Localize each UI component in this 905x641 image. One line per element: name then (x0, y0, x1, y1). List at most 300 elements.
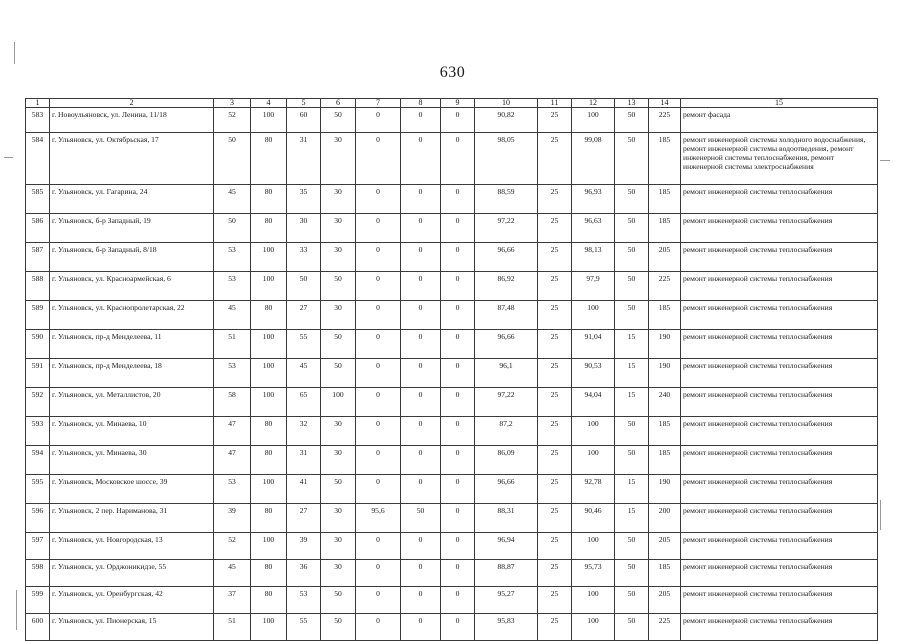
col-3-cell: 50 (214, 133, 251, 185)
table-row (26, 475, 878, 504)
col-5-cell: 27 (287, 301, 321, 330)
col-12-cell: 100 (572, 533, 615, 560)
col-3-cell: 58 (214, 388, 251, 417)
col-3-cell: 47 (214, 446, 251, 475)
col-9-cell: 0 (441, 587, 475, 614)
col-8-cell: 0 (401, 133, 441, 185)
col-5-cell: 32 (287, 417, 321, 446)
col-9-cell: 0 (441, 185, 475, 214)
col-7-cell: 0 (356, 560, 401, 587)
col-8-cell: 0 (401, 614, 441, 641)
col-8-cell: 0 (401, 214, 441, 243)
col-12-cell: 100 (572, 587, 615, 614)
col-14-cell: 225 (649, 614, 681, 641)
col-13-cell: 50 (615, 533, 649, 560)
column-header-14: 14 (649, 99, 681, 108)
work-type-cell: ремонт инженерной системы теплоснабжения (681, 560, 878, 587)
col-6-cell: 30 (321, 560, 356, 587)
col-9-cell: 0 (441, 446, 475, 475)
col-14-cell: 190 (649, 359, 681, 388)
row-number-cell: 596 (26, 504, 50, 533)
col-8-cell: 0 (401, 301, 441, 330)
col-5-cell: 53 (287, 587, 321, 614)
address-cell: г. Ульяновск, ул. Красноармейская, 6 (50, 272, 214, 301)
table-row (26, 185, 878, 214)
col-14-cell: 185 (649, 133, 681, 185)
row-number-cell: 594 (26, 446, 50, 475)
col-11-cell: 25 (538, 272, 572, 301)
col-7-cell: 0 (356, 330, 401, 359)
col-7-cell: 0 (356, 475, 401, 504)
table-row (26, 533, 878, 560)
col-8-cell: 0 (401, 108, 441, 133)
col-6-cell: 30 (321, 214, 356, 243)
col-10-cell: 86,09 (475, 446, 538, 475)
column-header-8: 8 (401, 99, 441, 108)
col-6-cell: 30 (321, 533, 356, 560)
col-14-cell: 190 (649, 475, 681, 504)
col-4-cell: 80 (251, 446, 287, 475)
col-6-cell: 30 (321, 446, 356, 475)
col-5-cell: 55 (287, 330, 321, 359)
col-4-cell: 80 (251, 185, 287, 214)
col-13-cell: 15 (615, 475, 649, 504)
table-row (26, 560, 878, 587)
col-6-cell: 30 (321, 243, 356, 272)
col-14-cell: 185 (649, 185, 681, 214)
col-12-cell: 96,93 (572, 185, 615, 214)
col-8-cell: 0 (401, 417, 441, 446)
col-9-cell: 0 (441, 214, 475, 243)
col-9-cell: 0 (441, 133, 475, 185)
address-cell: г. Ульяновск, Московское шоссе, 39 (50, 475, 214, 504)
col-9-cell: 0 (441, 614, 475, 641)
address-cell: г. Ульяновск, ул. Октябрьская, 17 (50, 133, 214, 185)
work-type-cell: ремонт инженерной системы теплоснабжения (681, 446, 878, 475)
col-4-cell: 100 (251, 330, 287, 359)
col-11-cell: 25 (538, 614, 572, 641)
work-type-cell: ремонт инженерной системы теплоснабжения (681, 330, 878, 359)
table-row (26, 133, 878, 185)
address-cell: г. Ульяновск, б-р Западный, 8/18 (50, 243, 214, 272)
col-8-cell: 50 (401, 504, 441, 533)
column-header-11: 11 (538, 99, 572, 108)
col-14-cell: 205 (649, 587, 681, 614)
col-11-cell: 25 (538, 417, 572, 446)
col-13-cell: 15 (615, 388, 649, 417)
col-9-cell: 0 (441, 272, 475, 301)
col-3-cell: 37 (214, 587, 251, 614)
scan-margin-mark (14, 42, 15, 64)
col-4-cell: 100 (251, 108, 287, 133)
col-8-cell: 0 (401, 272, 441, 301)
col-12-cell: 94,04 (572, 388, 615, 417)
register-table (25, 98, 878, 641)
col-7-cell: 0 (356, 417, 401, 446)
table-row (26, 243, 878, 272)
col-4-cell: 100 (251, 475, 287, 504)
col-8-cell: 0 (401, 533, 441, 560)
col-11-cell: 25 (538, 359, 572, 388)
col-3-cell: 45 (214, 301, 251, 330)
column-header-10: 10 (475, 99, 538, 108)
col-14-cell: 185 (649, 301, 681, 330)
work-type-cell: ремонт инженерной системы теплоснабжения (681, 214, 878, 243)
row-number-cell: 595 (26, 475, 50, 504)
col-8-cell: 0 (401, 243, 441, 272)
col-7-cell: 95,6 (356, 504, 401, 533)
col-13-cell: 50 (615, 185, 649, 214)
col-10-cell: 88,59 (475, 185, 538, 214)
col-7-cell: 0 (356, 272, 401, 301)
work-type-cell: ремонт инженерной системы теплоснабжения (681, 533, 878, 560)
col-5-cell: 36 (287, 560, 321, 587)
address-cell: г. Ульяновск, ул. Оренбургская, 42 (50, 587, 214, 614)
column-number-row (26, 99, 878, 108)
address-cell: г. Ульяновск, ул. Краснопролетарская, 22 (50, 301, 214, 330)
col-8-cell: 0 (401, 587, 441, 614)
address-cell: г. Ульяновск, пр-д Менделеева, 18 (50, 359, 214, 388)
col-12-cell: 91,04 (572, 330, 615, 359)
col-5-cell: 50 (287, 272, 321, 301)
col-7-cell: 0 (356, 614, 401, 641)
table-row (26, 214, 878, 243)
column-header-13: 13 (615, 99, 649, 108)
col-7-cell: 0 (356, 133, 401, 185)
work-type-cell: ремонт инженерной системы теплоснабжения (681, 272, 878, 301)
col-5-cell: 65 (287, 388, 321, 417)
column-header-9: 9 (441, 99, 475, 108)
col-4-cell: 100 (251, 359, 287, 388)
col-3-cell: 51 (214, 614, 251, 641)
scan-margin-mark (16, 590, 17, 630)
column-header-4: 4 (251, 99, 287, 108)
col-6-cell: 30 (321, 133, 356, 185)
col-13-cell: 50 (615, 133, 649, 185)
table-row (26, 446, 878, 475)
col-10-cell: 86,92 (475, 272, 538, 301)
col-13-cell: 15 (615, 504, 649, 533)
col-9-cell: 0 (441, 504, 475, 533)
row-number-cell: 585 (26, 185, 50, 214)
col-10-cell: 87,2 (475, 417, 538, 446)
col-12-cell: 98,13 (572, 243, 615, 272)
column-header-7: 7 (356, 99, 401, 108)
col-10-cell: 95,83 (475, 614, 538, 641)
col-10-cell: 96,1 (475, 359, 538, 388)
table-row (26, 388, 878, 417)
work-type-cell: ремонт инженерной системы теплоснабжения (681, 243, 878, 272)
col-5-cell: 31 (287, 133, 321, 185)
col-13-cell: 15 (615, 359, 649, 388)
col-5-cell: 39 (287, 533, 321, 560)
table-row (26, 587, 878, 614)
col-5-cell: 45 (287, 359, 321, 388)
row-number-cell: 598 (26, 560, 50, 587)
page-number: 630 (439, 64, 466, 81)
col-10-cell: 88,31 (475, 504, 538, 533)
col-13-cell: 50 (615, 446, 649, 475)
col-9-cell: 0 (441, 533, 475, 560)
col-9-cell: 0 (441, 388, 475, 417)
col-12-cell: 92,78 (572, 475, 615, 504)
address-cell: г. Ульяновск, ул. Минаева, 30 (50, 446, 214, 475)
work-type-cell: ремонт инженерной системы теплоснабжения (681, 301, 878, 330)
col-14-cell: 225 (649, 272, 681, 301)
col-3-cell: 53 (214, 475, 251, 504)
col-12-cell: 96,63 (572, 214, 615, 243)
work-type-cell: ремонт инженерной системы холодного водоснабжения, ремонт инженерной системы водоотведения, ремонт инженерной системы теплоснабжения, ремонт инженерной системы электроснабжения (681, 133, 878, 185)
col-7-cell: 0 (356, 185, 401, 214)
col-13-cell: 50 (615, 417, 649, 446)
col-4-cell: 80 (251, 417, 287, 446)
col-10-cell: 97,22 (475, 388, 538, 417)
col-5-cell: 35 (287, 185, 321, 214)
address-cell: г. Ульяновск, ул. Гагарина, 24 (50, 185, 214, 214)
col-4-cell: 100 (251, 388, 287, 417)
col-9-cell: 0 (441, 359, 475, 388)
col-3-cell: 47 (214, 417, 251, 446)
col-12-cell: 100 (572, 301, 615, 330)
col-14-cell: 225 (649, 108, 681, 133)
col-7-cell: 0 (356, 301, 401, 330)
col-9-cell: 0 (441, 417, 475, 446)
col-3-cell: 45 (214, 185, 251, 214)
col-14-cell: 185 (649, 417, 681, 446)
col-13-cell: 50 (615, 614, 649, 641)
col-7-cell: 0 (356, 388, 401, 417)
col-12-cell: 100 (572, 108, 615, 133)
row-number-cell: 600 (26, 614, 50, 641)
col-13-cell: 50 (615, 108, 649, 133)
work-type-cell: ремонт инженерной системы теплоснабжения (681, 587, 878, 614)
col-6-cell: 30 (321, 185, 356, 214)
column-header-6: 6 (321, 99, 356, 108)
col-10-cell: 96,66 (475, 330, 538, 359)
work-type-cell: ремонт инженерной системы теплоснабжения (681, 417, 878, 446)
work-type-cell: ремонт инженерной системы теплоснабжения (681, 359, 878, 388)
col-7-cell: 0 (356, 108, 401, 133)
table-row (26, 417, 878, 446)
col-12-cell: 90,53 (572, 359, 615, 388)
column-header-3: 3 (214, 99, 251, 108)
work-type-cell: ремонт инженерной системы теплоснабжения (681, 475, 878, 504)
col-3-cell: 39 (214, 504, 251, 533)
address-cell: г. Ульяновск, ул. Орджоникидзе, 55 (50, 560, 214, 587)
row-number-cell: 591 (26, 359, 50, 388)
col-8-cell: 0 (401, 446, 441, 475)
col-4-cell: 100 (251, 533, 287, 560)
table-row (26, 272, 878, 301)
col-10-cell: 97,22 (475, 214, 538, 243)
col-4-cell: 100 (251, 272, 287, 301)
col-8-cell: 0 (401, 560, 441, 587)
col-3-cell: 53 (214, 243, 251, 272)
col-5-cell: 55 (287, 614, 321, 641)
col-6-cell: 100 (321, 388, 356, 417)
col-12-cell: 95,73 (572, 560, 615, 587)
col-10-cell: 90,82 (475, 108, 538, 133)
col-8-cell: 0 (401, 475, 441, 504)
column-header-2: 2 (50, 99, 214, 108)
row-number-cell: 593 (26, 417, 50, 446)
row-number-cell: 583 (26, 108, 50, 133)
col-14-cell: 205 (649, 243, 681, 272)
col-9-cell: 0 (441, 243, 475, 272)
col-10-cell: 98,05 (475, 133, 538, 185)
row-number-cell: 597 (26, 533, 50, 560)
col-14-cell: 205 (649, 533, 681, 560)
work-type-cell: ремонт инженерной системы теплоснабжения (681, 388, 878, 417)
col-7-cell: 0 (356, 214, 401, 243)
col-6-cell: 50 (321, 108, 356, 133)
col-13-cell: 50 (615, 560, 649, 587)
col-8-cell: 0 (401, 185, 441, 214)
col-7-cell: 0 (356, 587, 401, 614)
work-type-cell: ремонт инженерной системы теплоснабжения (681, 185, 878, 214)
scan-margin-mark (880, 160, 890, 161)
col-13-cell: 50 (615, 587, 649, 614)
address-cell: г. Ульяновск, пр-д Менделеева, 11 (50, 330, 214, 359)
col-4-cell: 80 (251, 214, 287, 243)
col-6-cell: 30 (321, 417, 356, 446)
col-9-cell: 0 (441, 560, 475, 587)
col-11-cell: 25 (538, 475, 572, 504)
col-12-cell: 90,46 (572, 504, 615, 533)
col-6-cell: 50 (321, 475, 356, 504)
col-11-cell: 25 (538, 214, 572, 243)
col-12-cell: 99,08 (572, 133, 615, 185)
address-cell: г. Ульяновск, ул. Пионерская, 15 (50, 614, 214, 641)
row-number-cell: 589 (26, 301, 50, 330)
col-6-cell: 50 (321, 614, 356, 641)
col-14-cell: 240 (649, 388, 681, 417)
col-8-cell: 0 (401, 359, 441, 388)
col-4-cell: 80 (251, 301, 287, 330)
row-number-cell: 587 (26, 243, 50, 272)
col-3-cell: 50 (214, 214, 251, 243)
work-type-cell: ремонт фасада (681, 108, 878, 133)
col-5-cell: 33 (287, 243, 321, 272)
col-5-cell: 30 (287, 214, 321, 243)
col-12-cell: 100 (572, 417, 615, 446)
col-11-cell: 25 (538, 330, 572, 359)
col-5-cell: 31 (287, 446, 321, 475)
table-row (26, 301, 878, 330)
col-11-cell: 25 (538, 504, 572, 533)
col-11-cell: 25 (538, 133, 572, 185)
col-7-cell: 0 (356, 359, 401, 388)
address-cell: г. Ульяновск, ул. Металлистов, 20 (50, 388, 214, 417)
work-type-cell: ремонт инженерной системы теплоснабжения (681, 504, 878, 533)
col-6-cell: 50 (321, 272, 356, 301)
col-10-cell: 96,66 (475, 475, 538, 504)
table-row (26, 614, 878, 641)
col-14-cell: 185 (649, 446, 681, 475)
col-13-cell: 50 (615, 301, 649, 330)
col-5-cell: 27 (287, 504, 321, 533)
col-12-cell: 100 (572, 614, 615, 641)
row-number-cell: 588 (26, 272, 50, 301)
col-10-cell: 96,66 (475, 243, 538, 272)
col-4-cell: 80 (251, 587, 287, 614)
col-9-cell: 0 (441, 330, 475, 359)
table-row (26, 504, 878, 533)
col-12-cell: 97,9 (572, 272, 615, 301)
col-9-cell: 0 (441, 475, 475, 504)
col-7-cell: 0 (356, 243, 401, 272)
column-header-5: 5 (287, 99, 321, 108)
address-cell: г. Ульяновск, б-р Западный, 19 (50, 214, 214, 243)
col-6-cell: 50 (321, 587, 356, 614)
col-10-cell: 88,87 (475, 560, 538, 587)
col-4-cell: 100 (251, 614, 287, 641)
table-body (26, 108, 878, 641)
address-cell: г. Ульяновск, ул. Минаева, 10 (50, 417, 214, 446)
row-number-cell: 584 (26, 133, 50, 185)
col-13-cell: 50 (615, 214, 649, 243)
table-row (26, 330, 878, 359)
col-11-cell: 25 (538, 185, 572, 214)
address-cell: г. Ульяновск, ул. Новгородская, 13 (50, 533, 214, 560)
col-14-cell: 185 (649, 214, 681, 243)
row-number-cell: 599 (26, 587, 50, 614)
col-5-cell: 60 (287, 108, 321, 133)
col-8-cell: 0 (401, 388, 441, 417)
col-3-cell: 45 (214, 560, 251, 587)
col-4-cell: 80 (251, 560, 287, 587)
col-3-cell: 52 (214, 108, 251, 133)
address-cell: г. Ульяновск, 2 пер. Нариманова, 31 (50, 504, 214, 533)
row-number-cell: 592 (26, 388, 50, 417)
row-number-cell: 586 (26, 214, 50, 243)
col-12-cell: 100 (572, 446, 615, 475)
table-row (26, 108, 878, 133)
col-5-cell: 41 (287, 475, 321, 504)
col-11-cell: 25 (538, 587, 572, 614)
table-row (26, 359, 878, 388)
scan-margin-mark (4, 157, 13, 158)
col-9-cell: 0 (441, 301, 475, 330)
col-6-cell: 30 (321, 504, 356, 533)
work-type-cell: ремонт инженерной системы теплоснабжения (681, 614, 878, 641)
col-11-cell: 25 (538, 108, 572, 133)
column-header-1: 1 (26, 99, 50, 108)
col-11-cell: 25 (538, 533, 572, 560)
column-header-12: 12 (572, 99, 615, 108)
col-10-cell: 95,27 (475, 587, 538, 614)
col-11-cell: 25 (538, 301, 572, 330)
col-14-cell: 200 (649, 504, 681, 533)
col-7-cell: 0 (356, 446, 401, 475)
col-14-cell: 190 (649, 330, 681, 359)
col-9-cell: 0 (441, 108, 475, 133)
col-3-cell: 51 (214, 330, 251, 359)
col-8-cell: 0 (401, 330, 441, 359)
column-header-15: 15 (681, 99, 878, 108)
col-10-cell: 96,94 (475, 533, 538, 560)
col-11-cell: 25 (538, 446, 572, 475)
col-4-cell: 100 (251, 243, 287, 272)
address-cell: г. Новоульяновск, ул. Ленина, 11/18 (50, 108, 214, 133)
scan-margin-mark (880, 500, 881, 530)
col-6-cell: 50 (321, 359, 356, 388)
col-10-cell: 87,48 (475, 301, 538, 330)
col-14-cell: 185 (649, 560, 681, 587)
col-13-cell: 50 (615, 272, 649, 301)
col-11-cell: 25 (538, 243, 572, 272)
col-11-cell: 25 (538, 388, 572, 417)
